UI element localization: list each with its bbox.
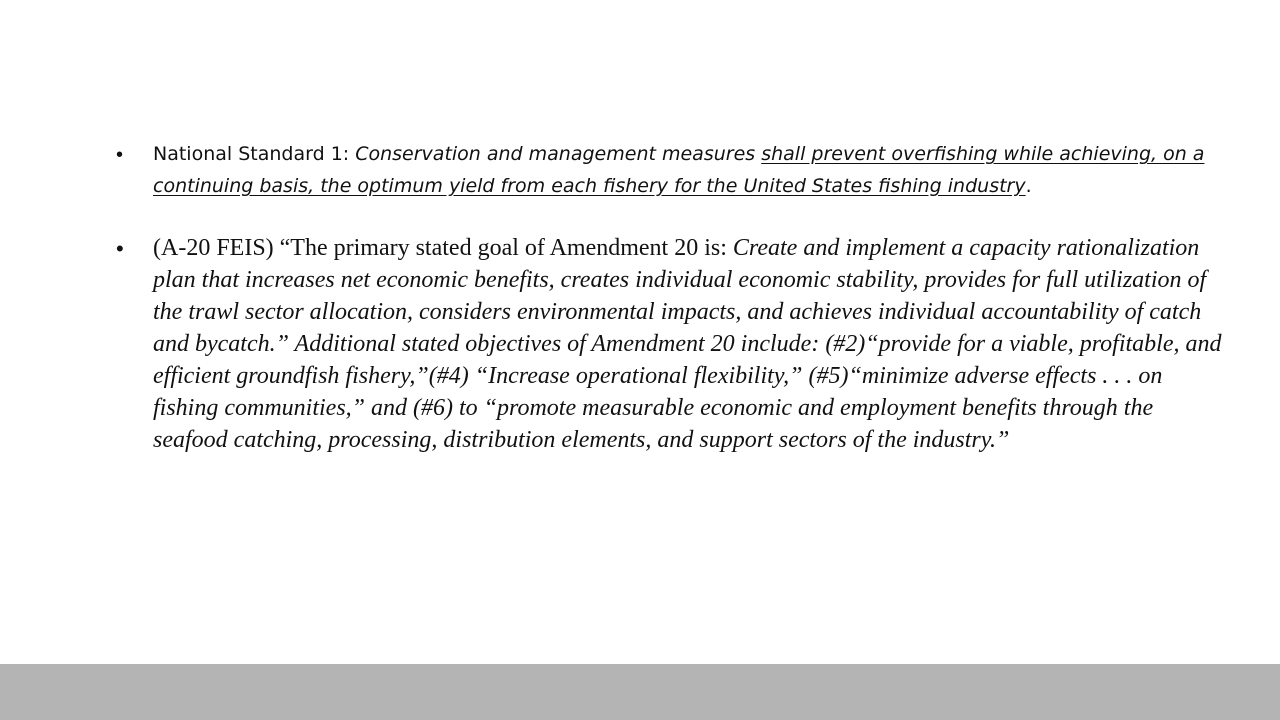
a20-goal-text: Create and implement a capacity rationalization plan that increases net economic benefits, creates individual economic stability, provides for full utilization of the trawl sector allocation, considers environmental impacts, and achieves individual accountability of catch and bycatch.” Additional stated objectives of Amendment 20 include: (#2)“provide for a viable, profitable, and efficient groundfish fishery,”(#4) “Increase operational flexibility,” (#5)“minimize adverse effects . . . on fishing communities,” and (#6) to “promote measurable economic and employment benefits through the seafood catching, processing, distribution elements, and support sectors of the industry.” (153, 235, 1222, 453)
ns1-underlined-text: shall prevent overfishing while achieving, on a continuing basis, the optimum yield from each fishery for the United States fishing industry (153, 143, 1205, 197)
bullet-marker: • (116, 236, 124, 261)
ns1-italic-text: Conservation and management measures (355, 143, 762, 165)
footer-bar (0, 664, 1280, 720)
ns1-tail: . (1025, 175, 1032, 197)
bullet-list (116, 138, 1236, 456)
bullet-marker: • (116, 144, 124, 166)
bullet-amendment-20 (116, 232, 1223, 456)
a20-lead-text: (A-20 FEIS) “The primary stated goal of Amendment 20 is: (153, 235, 733, 261)
bullet-national-standard-1 (116, 138, 1213, 202)
ns1-label: National Standard 1: (153, 143, 356, 165)
